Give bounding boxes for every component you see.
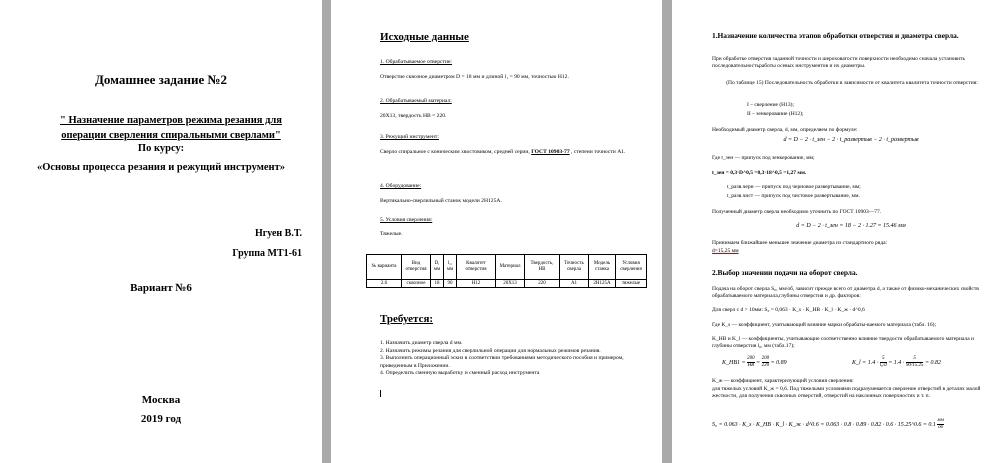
title-page [0, 0, 322, 463]
table-cell: 220 [525, 280, 560, 288]
course-label: По курсу: [137, 143, 185, 154]
paragraph: При обработке отверстия заданной точности и шероховатости поверхности необходимо сначала установить последовательностьработы осевых инструментов и их диаметры. [712, 56, 965, 69]
table-header-cell: Модель станка [589, 255, 616, 280]
accepted-diameter: d=15,25 мм [712, 248, 739, 254]
table-header-cell: Условия сверления [616, 255, 647, 280]
calculation-page [672, 0, 1000, 463]
initial-data-page [331, 0, 662, 463]
table-header-cell: Материал [496, 255, 525, 280]
section-equipment [380, 182, 650, 205]
section-heading-2: 2.Выбор значении подачи на оборот сверла. [712, 268, 858, 277]
table-cell: 2.6 [367, 280, 402, 288]
fraction: $\frac{мм}{об}$ [937, 418, 944, 430]
text-cursor [380, 390, 381, 397]
formula-d-calc: d = D − 2 · t_зен = 18 − 2 · 1.27 = 15.46 мм [796, 223, 906, 229]
table-header-cell: Твердость, НВ [525, 255, 560, 280]
paragraph: (По таблице 15) Последовательность обработки в зависимости от квалитета квалитета точности отверстия: [726, 80, 978, 86]
formula-khb: K_HB1 = $\frac{200}{HB}$ = $\frac{200}{220}$ = 0.89 [722, 356, 787, 368]
table-header-cell: Точность сверла [560, 255, 589, 280]
student-group: Группа МТ1-61 [232, 248, 302, 259]
section-heading-1: 1.Назначение количества этапов обработки отверстия и диаметра сверла. [712, 31, 959, 40]
table-cell: тяжелые [616, 280, 647, 288]
table-row [367, 280, 647, 288]
paragraph: Подача на оборот сверла S₀, мм/об, зависит прежде всего от диаметра d, а также от физико-механических свойств обрабатываемого материала,глубины отверстия и др. факторов: [712, 286, 979, 299]
course-name: «Основы процесса резания и режущий инструмент» [36, 162, 286, 173]
assignment-topic: " Назначение параметров режима резания для операции сверления спиральными сверлами" [60, 115, 282, 141]
section-text: 20Х13, твердость НВ = 220. [380, 113, 447, 119]
requirements-heading: Требуется: [380, 313, 434, 325]
variant-number: Вариант №6 [130, 282, 192, 294]
table-header-cell: Вид отверстия [402, 255, 431, 280]
fraction: $\frac{200}{HB}$ [747, 356, 755, 368]
table-header-cell: Квалитет отверстия [457, 255, 496, 280]
table-header-cell: l₁, мм [444, 255, 457, 280]
task-list [380, 340, 650, 378]
author-name: Нгуен В.Т. [254, 228, 302, 239]
paragraph: K_ж — коэффициент, характеризующий условия сверления: [712, 378, 854, 384]
table-header-cell: D, мм [431, 255, 444, 280]
table-cell: Н12 [457, 280, 496, 288]
year: 2019 год [140, 413, 182, 425]
paragraph: Полученный диаметр сверла необходимо уточнить по ГОСТ 10903—77. [712, 209, 882, 215]
list-item: 1. Назначить диаметр сверла d мм. [380, 340, 463, 346]
section-tool [380, 133, 650, 156]
table-header-cell: № варианта [367, 255, 402, 280]
formula-kl: K_l = 1.4 · $\frac{5}{\text{l₀/d}}$ = 1.4 · $\frac{5}{90/15.25}$ = 0.82 [852, 356, 942, 368]
section-text: Сверло спиральное с коническим хвостовиком, средней серии, ГОСТ 10903-77 , степени точности А1. [380, 149, 626, 155]
initial-data-heading: Исходные данные [380, 31, 469, 43]
section-title: 4. Оборудование: [380, 183, 422, 189]
table-cell: А1 [560, 280, 589, 288]
section-title: 5. Условия сверления: [380, 217, 433, 223]
gost-link[interactable]: ГОСТ 10903-77 [531, 149, 570, 155]
table-cell: 18 [431, 280, 444, 288]
table-cell: 20Х13 [496, 280, 525, 288]
section-title: 1. Обрабатываемое отверстие: [380, 59, 452, 65]
section-text: Тяжелые. [380, 231, 403, 237]
section-conditions [380, 216, 650, 238]
paragraph: Принимаем ближайшее меньшее значение диаметра из стандартного ряда: [712, 240, 888, 246]
paragraph: Где K_s — коэффициент, учитывающий влияние марки обрабаты-ваемого материала (табл. 16); [712, 322, 937, 328]
formula-feed: S₀ = 0.063 · K_s · K_HB · K_l · K_ж · d^0.6 = 0.063 · 0.8 · 0.89 · 0.82 · 0.6 · 15.25^0.6 = 0.1 $\frac{мм}{об}$ [712, 418, 944, 430]
section-title: 2. Обрабатываемый материал: [380, 98, 452, 104]
paragraph: K_HB и K_l — коэффициенты, учитывающие соответственно влияние твердости обрабатываемого материала и глубины отверстия l₀, мм (табл.17); [712, 336, 974, 349]
table-header-row [367, 255, 647, 280]
table-cell: сквозное [402, 280, 431, 288]
paragraph: t_разв.черн — припуск под черновое развертывание, мм; [727, 184, 861, 190]
table-cell: 2Н125А [589, 280, 616, 288]
fraction: $\frac{5}{90/15.25}$ [905, 356, 924, 368]
section-text: Отверстие сквозное диаметром D = 18 мм и длиной l₁ = 90 мм, точностью Н12. [380, 74, 569, 80]
section-title: 3. Режущий инструмент: [380, 134, 439, 140]
section-text: Вертикально-сверлильный станок модели 2Н125А. [380, 198, 502, 204]
parameters-table [366, 254, 647, 288]
paragraph: Необходимый диаметр сверла, d, мм, определяем по формуле: [712, 127, 858, 133]
document-title: Домашнее задание №2 [94, 72, 228, 87]
section-material [380, 97, 650, 120]
fraction: $\frac{200}{220}$ [761, 356, 770, 368]
list-item: 2. Назначить режимы резания для сверлильной операции для нормальных режимов резания. [380, 347, 601, 354]
list-item: I – сверление (Н13); [747, 102, 795, 108]
paragraph: Для сверл с d > 10мм: S₀ = 0,063 · K_s · K_HB · K_l · K_ж · d^0,6 [712, 307, 865, 313]
fraction: $\frac{5}{\text{l₀/d}}$ [879, 356, 887, 368]
paragraph: t_разв.чист — припуск под чистовое развертывание, мм. [727, 193, 860, 199]
city: Москва [141, 394, 181, 406]
formula-drill-diameter: d = D − 2 · t_зен − 2 · t_развертыв − 2 · t_развертыв [783, 137, 919, 143]
paragraph: для тяжелых условий K_ж = 0,6. Под тяжелыми условиями подразумевается сверление отверстий в деталях малой жесткости, для получения сквозных отверстий, отверстий на наклонных поверхностях и т. п. [712, 386, 981, 399]
list-item: 4. Определить сменную выработку и сменный расход инструмента [380, 370, 540, 376]
paragraph: Где t_зен — припуск под зенкерование, мм; [712, 155, 815, 161]
list-item: II – зенкерование (Н12); [747, 111, 804, 117]
formula-tzen: t_зен = 0,3·D^0,5 =0,3·18^0,5 =1,27 мм. [712, 170, 807, 176]
section-hole [380, 58, 650, 81]
table-cell: 90 [444, 280, 457, 288]
list-item: 3. Выполнить операционный эскиз в соответствии требованиями методического пособия и примером, приведенным в Приложении. [380, 355, 624, 369]
